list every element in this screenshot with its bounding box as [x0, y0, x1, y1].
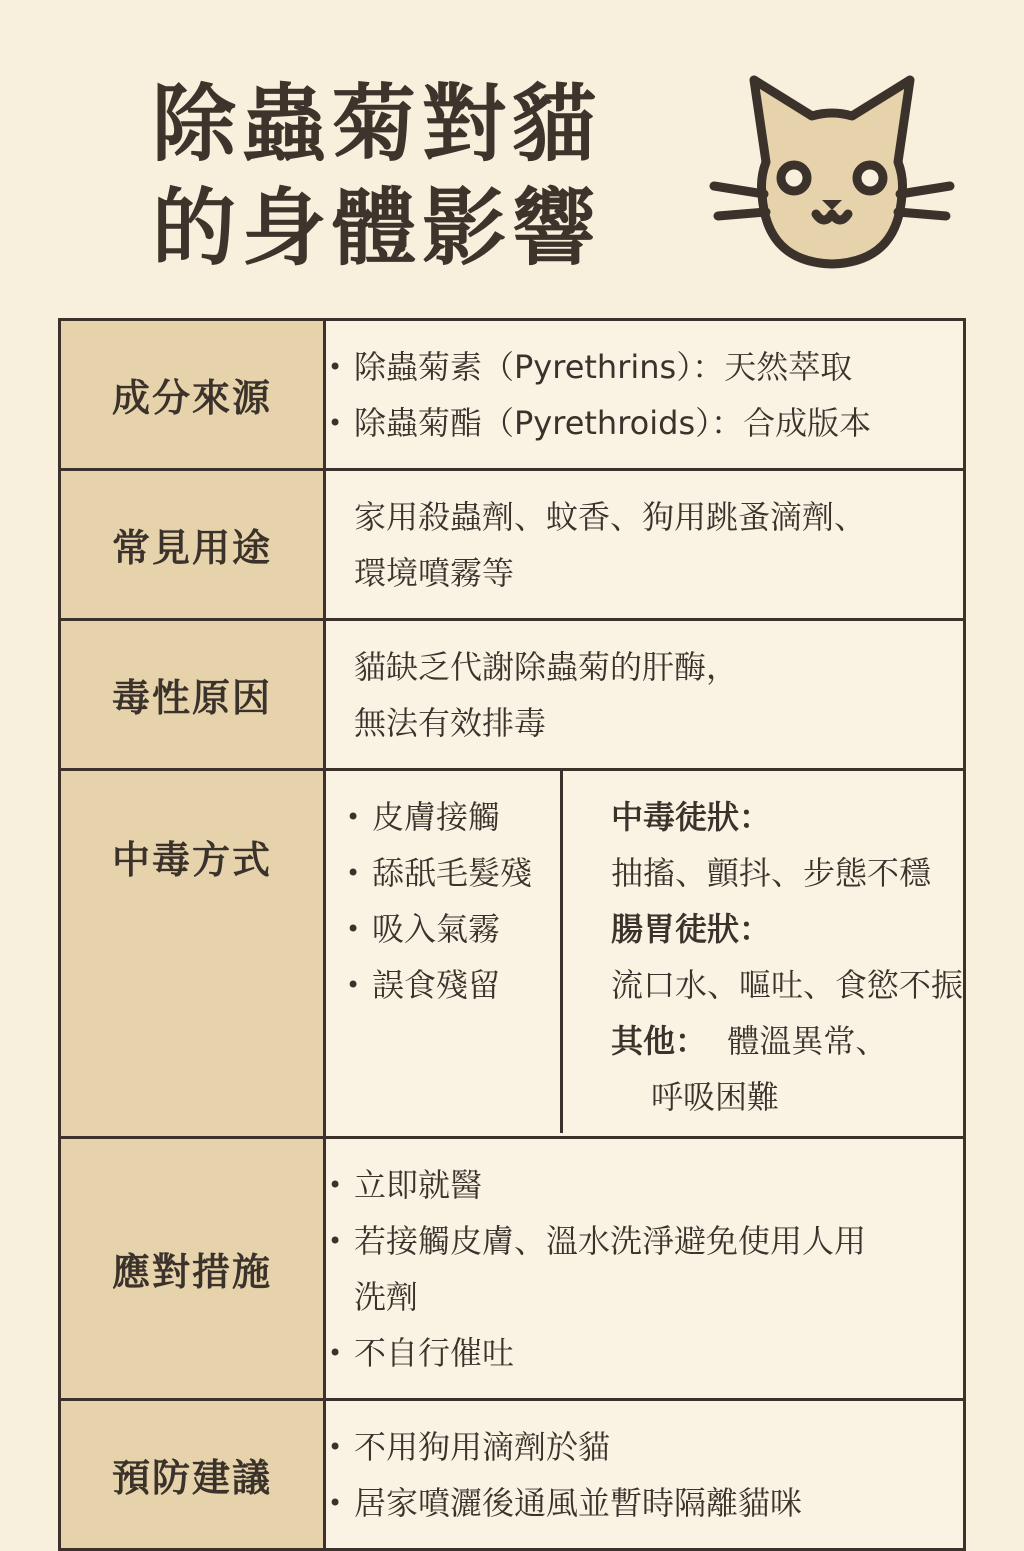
prevention-list: [326, 1419, 963, 1531]
page-title: [152, 72, 602, 280]
exposure-routes-list: [344, 789, 560, 1013]
list-item: • 吸入氣霧: [344, 901, 560, 957]
symptoms-panel: [563, 771, 963, 1133]
list-item: • 除蟲菊酯（Pyrethroids）：合成版本: [326, 395, 963, 451]
info-table: [58, 318, 966, 1551]
gi-symptoms-text: 流口水、嘔吐、食慾不振: [610, 966, 963, 1004]
gi-symptoms-heading: 腸胃徒狀：: [610, 910, 771, 948]
title-line-1: 除蟲菊對貓: [152, 75, 603, 173]
row-prevention: [60, 1400, 965, 1550]
row-ingredients: [60, 320, 965, 470]
row-toxicity: [60, 620, 965, 770]
list-item: • 不用狗用滴劑於貓: [326, 1419, 963, 1475]
row-label: 中毒方式: [60, 770, 325, 1138]
ingredients-list: [326, 339, 963, 451]
row-label: 應對措施: [60, 1138, 325, 1400]
list-item: • 居家噴灑後通風並暫時隔離貓咪: [326, 1475, 963, 1531]
row-label: 預防建議: [60, 1400, 325, 1550]
row-usage: [60, 470, 965, 620]
list-item: • 若接觸皮膚、溫水洗淨避免使用人用: [326, 1213, 963, 1269]
row-poisoning: [60, 770, 965, 1138]
list-item: • 除蟲菊素（Pyrethrins）：天然萃取: [326, 339, 963, 395]
title-line-2: 的身體影響: [152, 179, 603, 277]
list-item-continuation: 洗劑: [354, 1277, 419, 1316]
list-item: • 皮膚接觸: [344, 789, 560, 845]
other-symptoms: [611, 1013, 963, 1069]
response-list: [326, 1157, 963, 1381]
neuro-symptoms-heading: 中毒徒狀：: [610, 798, 771, 836]
row-label: 毒性原因: [60, 620, 325, 770]
list-item: • 誤食殘留: [344, 957, 560, 1013]
cat-face-icon: [708, 66, 956, 276]
list-item: • 立即就醫: [326, 1157, 963, 1213]
other-symptoms-heading: 其他：: [610, 1022, 707, 1060]
row-label: 成分來源: [60, 320, 325, 470]
other-symptoms-text-2: 呼吸困難: [650, 1078, 779, 1116]
row-response: [60, 1138, 965, 1400]
row-label: 常見用途: [60, 470, 325, 620]
list-item: • 不自行催吐: [326, 1325, 963, 1381]
usage-text: 家用殺蟲劑、蚊香、狗用跳蚤滴劑、 環境噴霧等: [354, 497, 867, 592]
list-item: • 舔舐毛髮殘: [344, 845, 560, 901]
neuro-symptoms-text: 抽搐、顫抖、步態不穩: [610, 854, 931, 892]
other-symptoms-text: 體溫異常、: [727, 1022, 888, 1060]
toxicity-text: 貓缺乏代謝除蟲菊的肝酶， 無法有效排毒: [354, 647, 739, 742]
